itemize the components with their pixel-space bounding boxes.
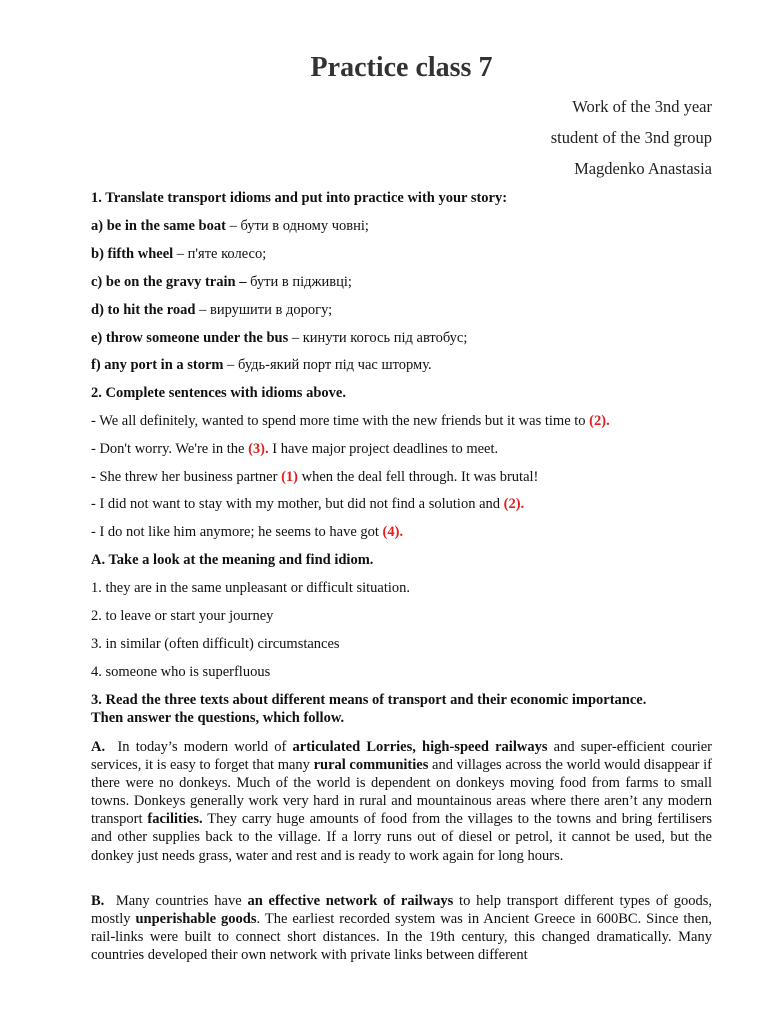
author-line-1: Work of the 3nd year	[572, 97, 712, 116]
idiom-item-c	[91, 274, 352, 291]
highlighted-term: facilities.	[147, 811, 203, 828]
idiom-translation: п'яте колесо;	[187, 246, 267, 262]
text-a-paragraph	[91, 738, 712, 865]
idiom-separator: –	[173, 246, 188, 262]
paragraph-text: Many countries have	[104, 893, 248, 909]
idiom-term: d) to hit the road	[91, 302, 196, 318]
idiom-translation: будь-який порт під час шторму.	[238, 357, 432, 373]
idiom-item-b	[91, 246, 266, 263]
task3-heading	[91, 691, 712, 727]
idiom-translation: кинути когось під автобус;	[302, 330, 468, 346]
sentence-text: - I did not want to stay with my mother, but did not find a solution and	[91, 496, 504, 512]
idiom-reference: (3).	[248, 441, 269, 457]
task2-heading: 2. Complete sentences with idioms above.	[91, 385, 346, 401]
paragraph-text: They carry huge amounts of food from the villages to the towns and bring fertilisers and other supplies back to the village. If a lorry runs out of diesel or petrol, it cannot be used, but the donkey just needs grass, water and rest and is ready to work again for long hours.	[91, 811, 712, 864]
idiom-term: e) throw someone under the bus	[91, 330, 289, 346]
idiom-translation: бути в одному човні;	[240, 218, 369, 234]
idiom-term: a) be in the same boat	[91, 218, 226, 234]
highlighted-term: unperishable goods	[135, 911, 257, 928]
task3-heading-line-2: Then answer the questions, which follow.	[91, 710, 345, 726]
paragraph-text: and super-efficient courier services, it is easy to forget that many	[91, 739, 712, 774]
idiom-term: f) any port in a storm	[91, 357, 224, 373]
author-line-3: Magdenko Anastasia	[574, 159, 712, 178]
sentence-1	[91, 413, 610, 430]
paragraph-text: . The earliest recorded system was in Ancient Greece in 600BC. Since then, rail-links were built to connect short distances. In the 19th century, this changed dramatically. Many countries developed their own network with private links between different	[91, 911, 712, 964]
taskA-heading: A. Take a look at the meaning and find idiom.	[91, 552, 374, 568]
highlighted-term: articulated Lorries, high-speed railways	[292, 739, 548, 755]
sentence-text: I have major project deadlines to meet.	[268, 441, 499, 457]
idiom-reference: (1)	[281, 469, 298, 485]
highlighted-term: rural communities	[313, 757, 429, 774]
idiom-separator: –	[223, 357, 239, 373]
paragraph-text: to help transport different types of goods, mostly	[91, 893, 712, 928]
idiom-item-a	[91, 218, 369, 235]
author-line-2: student of the 3nd group	[550, 128, 712, 147]
meaning-item-3: 3. in similar (often difficult) circumstances	[91, 636, 340, 652]
task1-heading: 1. Translate transport idioms and put into practice with your story:	[91, 190, 508, 206]
idiom-reference: (2).	[503, 496, 525, 512]
idiom-item-f	[91, 357, 432, 374]
page-title: Practice class 7	[310, 52, 493, 83]
idiom-item-d	[91, 302, 332, 319]
task3-heading-line-1: 3. Read the three texts about different means of transport and their economic importance.	[91, 692, 647, 708]
sentence-text: - We all definitely, wanted to spend more time with the new friends but it was time to	[91, 413, 590, 429]
idiom-reference: (4).	[382, 524, 404, 540]
meaning-item-2: 2. to leave or start your journey	[91, 608, 274, 624]
idiom-item-e	[91, 330, 467, 347]
idiom-translation: бути в підживці;	[250, 274, 352, 290]
idiom-reference: (2).	[589, 413, 610, 429]
paragraph-text: and villages across the world would disappear if there were no donkeys. Much of the world is dependent on donkeys moving food from farms to small towns. Donkeys generally work very hard in rural and mountainous areas where there aren’t any modern transport	[91, 757, 712, 828]
highlighted-term: an effective network of railways	[247, 893, 454, 909]
meaning-item-1: 1. they are in the same unpleasant or difficult situation.	[91, 580, 411, 596]
sentence-4	[91, 496, 524, 513]
text-label: A.	[91, 739, 106, 755]
sentence-text: - I do not like him anymore; he seems to have got	[91, 524, 383, 540]
idiom-term: b) fifth wheel	[91, 246, 174, 262]
sentence-3	[91, 469, 538, 486]
idiom-translation: вирушити в дорогу;	[209, 302, 333, 318]
idiom-separator: –	[195, 302, 210, 318]
sentence-text: - Don't worry. We're in the	[91, 441, 249, 457]
meaning-item-4: 4. someone who is superfluous	[91, 664, 271, 680]
text-b-paragraph	[91, 892, 712, 964]
idiom-term: c) be on the gravy train –	[91, 274, 247, 290]
paragraph-text: In today’s modern world of	[105, 739, 293, 755]
sentence-text: when the deal fell through. It was brutal!	[297, 469, 539, 485]
sentence-5	[91, 524, 403, 541]
text-label: B.	[91, 893, 105, 909]
idiom-separator: –	[288, 330, 303, 346]
sentence-text: - She threw her business partner	[91, 469, 282, 485]
sentence-2	[91, 441, 498, 458]
idiom-separator: –	[225, 218, 241, 234]
